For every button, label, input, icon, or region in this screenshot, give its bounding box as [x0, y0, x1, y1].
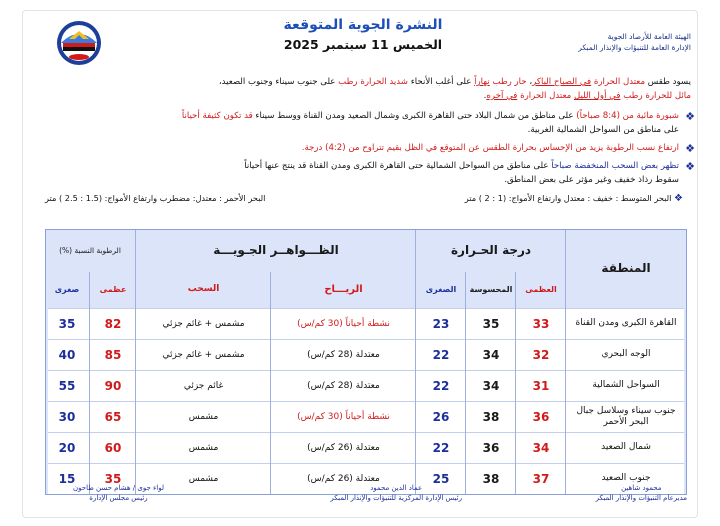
bullet-blue-text: تظهر بعض السحب المنخفضة صباحاً	[551, 161, 679, 171]
signature-3-name: لواء جوى / هشام حسن طاحون	[73, 484, 164, 492]
cell-min-value: 22	[432, 378, 450, 393]
cell-wind-value: معتدلة (26 كم/س)	[307, 442, 380, 453]
summary-text: يسود طقس	[645, 77, 691, 87]
cell-cloud-value: مشمس	[188, 442, 219, 453]
agency-line-1: الهيئة العامة للأرصاد الجوية	[607, 32, 691, 41]
header-max-label: العظمى	[525, 284, 557, 294]
bulletin-sheet	[22, 10, 698, 518]
header-temperature-label: درجة الحـرارة	[450, 243, 532, 257]
bullet-red-text: ارتفاع نسب الرطوبة يزيد من الإحساس بحرارة الطقس عن المتوقع في الظل بقيم تتراوح من (4:2) درجة.	[301, 143, 679, 153]
cell-region-value: جنوب سيناء وسلاسل جبال البحر الأحمر	[576, 405, 676, 427]
cell-hum-min	[44, 339, 90, 370]
cell-max-value: 34	[532, 440, 550, 455]
cell-feel-value: 38	[482, 409, 500, 424]
cell-feel	[466, 432, 516, 463]
cell-region-value: الوجه البحري	[601, 349, 651, 359]
cell-hum-max	[90, 339, 136, 370]
cell-hum-min-value: 40	[58, 347, 76, 362]
sea-med-text: البحر المتوسط : خفيف : معتدل وارتفاع الأمواج: (1 : 2 ) متر	[464, 193, 672, 203]
cell-wind-value: معتدلة (26 كم/س)	[307, 473, 380, 484]
summary-text: ،	[526, 77, 533, 87]
cell-min	[416, 370, 466, 401]
forecast-grid	[46, 230, 686, 494]
cell-hum-max	[90, 370, 136, 401]
header-wind-label: الريـــاح	[324, 283, 363, 295]
cell-hum-min-value: 15	[58, 471, 76, 486]
bullet-clouds	[23, 159, 697, 187]
column-divider	[515, 272, 516, 494]
bullet-red-text: شبورة مائية من (8:4 صباحاً)	[576, 111, 679, 121]
header-cloud	[136, 272, 271, 306]
column-divider	[135, 230, 136, 494]
cell-cloud	[136, 339, 271, 370]
bullet-humidity	[23, 141, 697, 155]
cell-min	[416, 339, 466, 370]
summary-red-text: في أول الليل	[573, 91, 621, 101]
cell-wind	[271, 401, 416, 432]
cell-feel-value: 34	[482, 347, 500, 362]
cell-hum-min-value: 35	[58, 316, 76, 331]
header-feel	[466, 272, 516, 306]
cell-max-value: 32	[532, 347, 550, 362]
cell-max	[516, 432, 566, 463]
cell-cloud	[136, 401, 271, 432]
bullet-fog	[23, 109, 697, 137]
cell-region	[566, 339, 686, 370]
cell-max	[516, 370, 566, 401]
cell-min-value: 22	[432, 347, 450, 362]
cell-wind-value: نشطة أحياناً (30 كم/س)	[297, 411, 390, 422]
header-region	[566, 230, 686, 306]
header-humidity	[44, 232, 136, 270]
summary-text: على جنوب سيناء وجنوب الصعيد،	[218, 77, 339, 87]
cell-cloud-value: مشمس	[188, 411, 219, 422]
cell-wind	[271, 432, 416, 463]
signature-3-role: رئيس مجلس الإدارة	[89, 494, 148, 502]
cell-wind	[271, 308, 416, 339]
header-max	[516, 272, 566, 306]
bulletin-date: الخميس 11 سبتمبر 2025	[283, 37, 443, 52]
column-divider	[270, 272, 271, 494]
cell-min-value: 23	[432, 316, 450, 331]
header-hum-min	[44, 272, 90, 306]
diamond-bullet-icon: ❖	[674, 193, 683, 204]
cell-wind-value: معتدلة (28 كم/س)	[307, 349, 380, 360]
header-phenomena	[136, 236, 416, 264]
column-divider	[465, 272, 466, 494]
cell-hum-min-value: 20	[58, 440, 76, 455]
header-hum-min-label: صغرى	[54, 284, 80, 294]
header-min-label: الصغرى	[425, 284, 457, 294]
cell-feel-value: 34	[482, 378, 500, 393]
cell-hum-max-value: 85	[104, 347, 122, 362]
cell-region-value: القاهرة الكبرى ومدن القناة	[575, 318, 677, 328]
column-divider	[415, 230, 416, 494]
cell-max-value: 33	[532, 316, 550, 331]
sea-mediterranean	[465, 193, 683, 204]
header-min	[416, 272, 466, 306]
cell-hum-min	[44, 308, 90, 339]
cell-feel	[466, 370, 516, 401]
cell-hum-max-value: 60	[104, 440, 122, 455]
column-divider	[89, 272, 90, 494]
cell-wind	[271, 370, 416, 401]
cell-cloud-value: مشمس + غائم جزئي	[162, 349, 245, 360]
cell-hum-min-value: 30	[58, 409, 76, 424]
bullet-text: على مناطق من السواحل الشمالية حتى القاهرة الكبرى ومدن القناة قد ينتج عنها أحياناً	[244, 161, 552, 171]
cell-cloud	[136, 370, 271, 401]
header-region-label: المنطقة	[601, 261, 651, 275]
summary-text: .	[483, 91, 487, 101]
cell-max-value: 37	[532, 471, 550, 486]
sea-red-text: البحر الأحمر : معتدل: مضطرب وارتفاع الأمواج: (1.5 : 2.5 ) متر	[45, 193, 266, 203]
column-divider	[565, 230, 566, 494]
cell-region	[566, 401, 686, 432]
summary-paragraph	[23, 75, 697, 103]
cell-max-value: 31	[532, 378, 550, 393]
agency-name	[578, 31, 691, 53]
header-hum-max	[90, 272, 136, 306]
cell-hum-min	[44, 432, 90, 463]
ema-logo-icon	[53, 19, 105, 67]
title-block	[203, 17, 523, 52]
signature-1-name: محمود شاهين	[621, 484, 662, 492]
cell-feel-value: 35	[482, 316, 500, 331]
cell-cloud	[136, 432, 271, 463]
cell-wind-value: نشطة أحياناً (30 كم/س)	[297, 318, 390, 329]
cell-min-value: 25	[432, 471, 450, 486]
cell-region-value: السواحل الشمالية	[592, 380, 660, 390]
cell-min	[416, 308, 466, 339]
diamond-bullet-icon: ❖	[685, 160, 695, 173]
header-temperature	[416, 236, 566, 264]
cell-max-value: 36	[532, 409, 550, 424]
cell-min	[416, 401, 466, 432]
cell-feel	[466, 308, 516, 339]
diamond-bullet-icon: ❖	[685, 110, 695, 123]
summary-red-text: في الصباح الباكر	[532, 77, 592, 87]
cell-hum-min-value: 55	[58, 378, 76, 393]
bullet-red-text: قد تكون كثيفة أحياناً	[181, 111, 253, 121]
summary-red-text: حار رطب	[492, 77, 527, 87]
cell-region	[566, 370, 686, 401]
summary-red-text: في آخره	[486, 91, 518, 101]
cell-cloud-value: غائم جزئي	[183, 380, 224, 391]
cell-max	[516, 339, 566, 370]
cell-feel	[466, 339, 516, 370]
cell-hum-max	[90, 401, 136, 432]
forecast-table	[45, 229, 687, 495]
cell-hum-max-value: 65	[104, 409, 122, 424]
summary-text: على أغلب الأنحاء	[408, 77, 475, 87]
header-humidity-label: الرطوبة النسبة (%)	[59, 246, 121, 255]
cell-min	[416, 432, 466, 463]
header-wind	[271, 272, 416, 306]
bullet-text: على مناطق من شمال البلاد حتى القاهرة الكبرى وشمال الصعيد ومدن القناة ووسط سيناء	[252, 111, 577, 121]
signature-2-name: عماد الدين محمود	[370, 484, 423, 492]
cell-max	[516, 401, 566, 432]
cell-min-value: 26	[432, 409, 450, 424]
signature-1	[596, 483, 687, 503]
agency-line-2: الإدارة العامة للتنبؤات والإنذار المبكر	[578, 43, 691, 52]
cell-cloud-value: مشمس + غائم جزئي	[162, 318, 245, 329]
summary-red-text: شديد الحرارة رطب	[338, 77, 408, 87]
sea-state	[23, 193, 697, 204]
cell-hum-max	[90, 432, 136, 463]
cell-hum-max-value: 82	[104, 316, 122, 331]
cell-min-value: 22	[432, 440, 450, 455]
header	[23, 11, 697, 73]
header-cloud-label: السحب	[187, 284, 220, 294]
bulletin-title: النشرة الجوية المتوقعة	[283, 17, 443, 33]
cell-feel-value: 36	[482, 440, 500, 455]
header-phenomena-label: الظـــواهــر الجـويـــة	[213, 243, 339, 257]
signature-2-role: رئيس الإدارة المركزية للتنبؤات والإنذار المبكر	[330, 494, 462, 502]
cell-hum-max-value: 90	[104, 378, 122, 393]
cell-region-value: جنوب الصعيد	[601, 473, 651, 483]
bullet-text: على مناطق من السواحل الشمالية الغربية.	[527, 125, 679, 135]
signature-1-role: مديرعام التنبؤات والإنذار المبكر	[595, 494, 687, 502]
cell-hum-max-value: 35	[104, 471, 122, 486]
signature-3	[73, 483, 164, 503]
bullet-text: سقوط رذاذ خفيف وغير مؤثر على بعض المناطق.	[504, 175, 679, 185]
cell-max	[516, 308, 566, 339]
cell-hum-min	[44, 401, 90, 432]
summary-red-text: معتدل الحرارة	[593, 77, 646, 87]
cell-cloud	[136, 308, 271, 339]
summary-red-text: نهاراً	[474, 77, 490, 87]
cell-region-value: شمال الصعيد	[601, 442, 651, 452]
sea-red	[45, 193, 265, 204]
signature-2	[330, 483, 462, 503]
summary-red-text: مائل للحرارة رطب	[623, 91, 691, 101]
cell-wind	[271, 339, 416, 370]
diamond-bullet-icon: ❖	[685, 142, 695, 155]
header-hum-max-label: عظمى	[99, 284, 127, 294]
cell-cloud-value: مشمس	[188, 473, 219, 484]
cell-region	[566, 432, 686, 463]
header-feel-label: المحسوسة	[469, 284, 513, 294]
cell-hum-min	[44, 370, 90, 401]
cell-feel	[466, 401, 516, 432]
cell-feel-value: 38	[482, 471, 500, 486]
cell-hum-max	[90, 308, 136, 339]
cell-region	[566, 308, 686, 339]
summary-red-text: معتدل الحرارة	[520, 91, 572, 101]
signatures	[23, 483, 697, 513]
cell-wind-value: معتدلة (28 كم/س)	[307, 380, 380, 391]
